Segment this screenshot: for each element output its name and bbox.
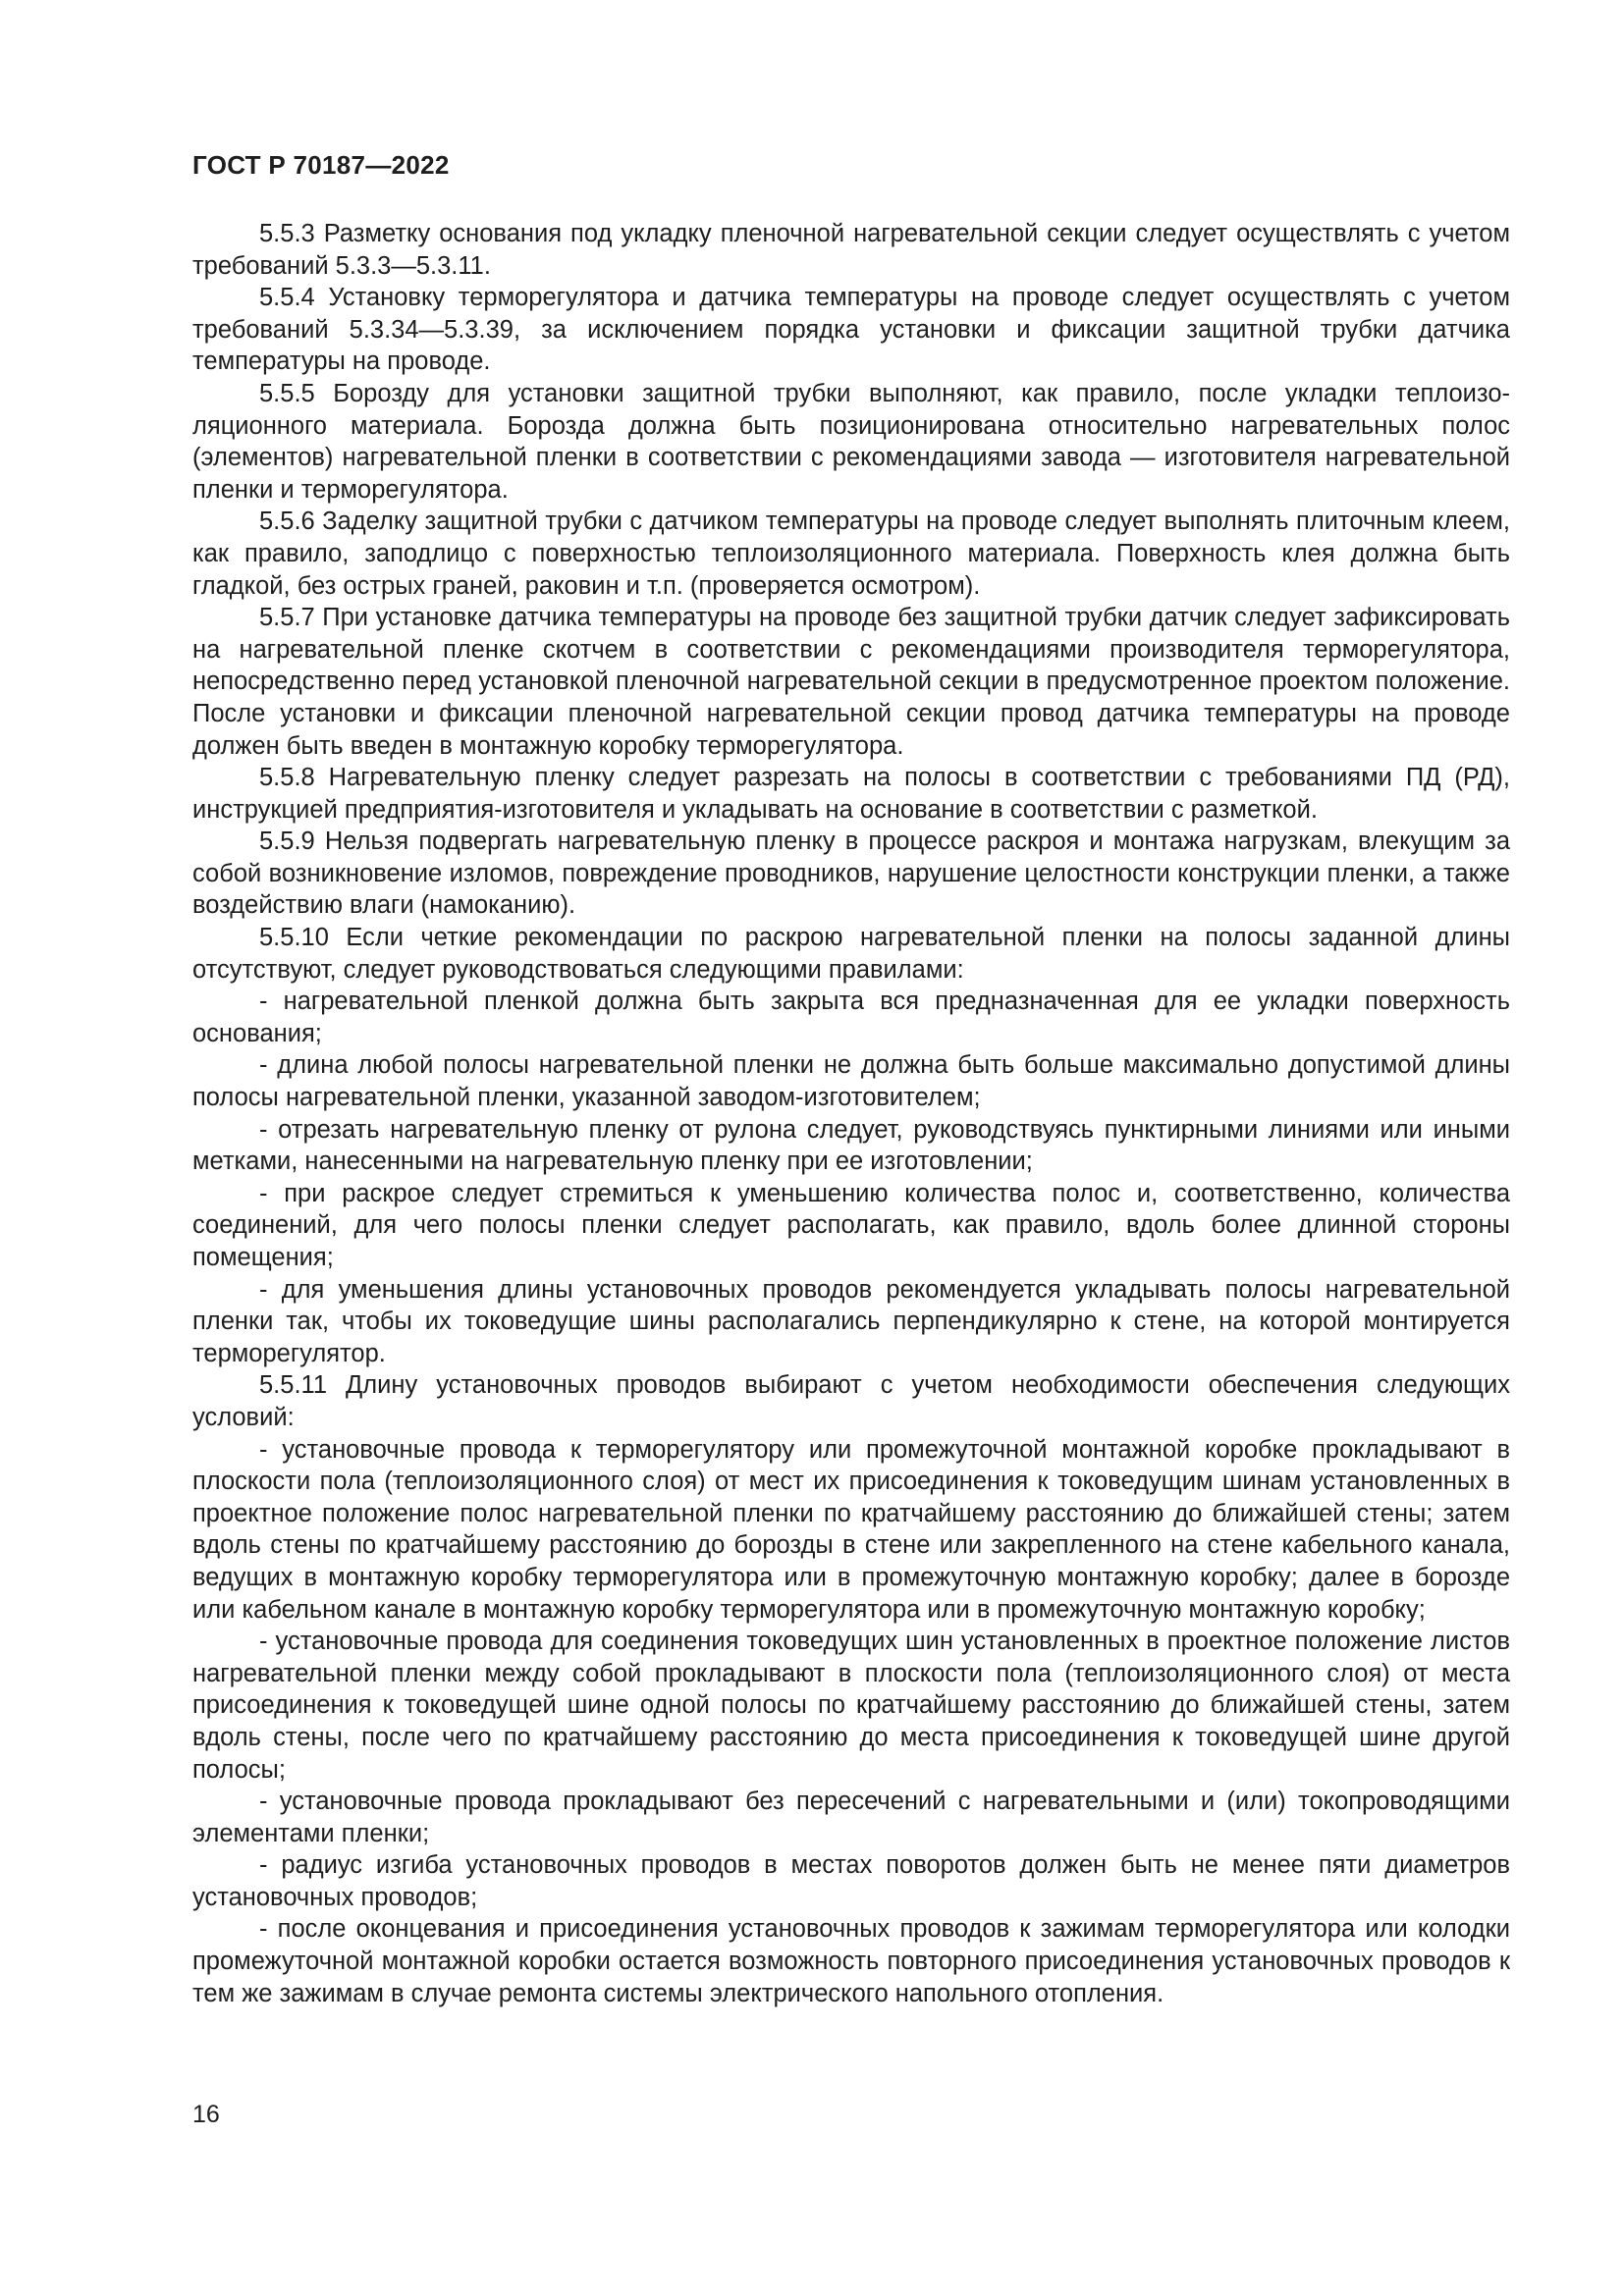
list-item: - нагревательной пленкой должна быть закрыта вся предназначенная для ее укладки поверхность основания; [192, 988, 1510, 1047]
document-header [192, 147, 450, 183]
paragraph-5-5-5: 5.5.5 Борозду для установки защитной трубки выполняют, как правило, после укладки теплоизоляционного материала. Борозда должна быть позиционирована относительно нагревательных полос (элементов) нагревательной пленки в соответствии с рекомендациями завода — изготовителя нагревательной пленки и терморегулятора. [192, 379, 1510, 504]
paragraph-5-5-9: 5.5.9 Нельзя подвергать нагревательную пленку в процессе раскроя и монтажа нагрузкам, влекущим за собой возникновение изломов, повреждение проводников, нарушение целостности конструкции пленки, а также воздействию влаги (намоканию). [192, 828, 1510, 920]
list-item: - установочные провода к терморегулятору или промежуточной монтажной коробке прокладывают в плоскости пола (теплоизоляционного слоя) от мест их присоединения к токоведущим шинам установленных в проектное положение полос нагревательной пленки по кратчайшему расстоянию до ближайшей стены; затем вдоль стены по кратчайшему расстоянию до борозды в стене или закрепленного на стене кабельного канала, ведущих в монтажную коробку терморегулятора или в промежуточную монтажную коробку; далее в борозде или кабельном канале в монтажную коробку терморегулятора или в промежуточную монтажную коробку; [192, 1435, 1510, 1624]
list-item: - после оконцевания и присоединения установочных проводов к зажимам терморегулятора или колодки промежуточной монтажной коробки остается возможность повторного присоединения установочных проводов к тем же зажимам в случае ремонта системы электрического напольного отопления. [192, 1915, 1510, 2007]
paragraph-5-5-11: 5.5.11 Длину установочных проводов выбирают с учетом необходимости обеспечения следующих условий: [192, 1371, 1510, 1431]
paragraph-5-5-4: 5.5.4 Установку терморегулятора и датчика температуры на проводе следует осуществлять с учетом требований 5.3.34—5.3.39, за исключением порядка установки и фиксации защитной трубки датчика температуры на проводе. [192, 284, 1510, 376]
paragraph-5-5-3: 5.5.3 Разметку основания под укладку пленочной нагревательной секции следует осуществлять с учетом требований 5.3.3—5.3.11. [192, 220, 1510, 280]
list-item: - радиус изгиба установочных проводов в местах поворотов должен быть не менее пяти диаметров установочных проводов; [192, 1851, 1510, 1911]
page-number: 16 [192, 2101, 220, 2128]
list-item: - длина любой полосы нагревательной пленки не должна быть больше максимально допустимой длины полосы нагревательной пленки, указанной заводом-изготовителем; [192, 1051, 1510, 1112]
list-item: - установочные провода прокладывают без пересечений с нагревательными и (или) токопроводящими элементами пленки; [192, 1788, 1510, 1847]
list-item: - при раскрое следует стремиться к уменьшению количества полос и, соответственно, количества соединений, для чего полосы пленки следует располагать, как правило, вдоль более длинной стороны помещения; [192, 1179, 1510, 1271]
list-item: - отрезать нагревательную пленку от рулона следует, руководствуясь пунктирными линиями или иными метками, нанесенными на нагревательную пленку при ее изготовлении; [192, 1115, 1510, 1176]
paragraph-5-5-7: 5.5.7 При установке датчика температуры на проводе без защитной трубки датчик следует зафиксировать на нагревательной пленке скотчем в соответствии с рекомендациями производителя терморегулятора, непосредственно перед установкой пленочной нагревательной секции в предусмотренное проектом положение. После установки и фиксации пленочной нагревательной секции провод датчика температуры на проводе должен быть введен в монтажную коробку терморегулятора. [192, 604, 1510, 760]
paragraph-5-5-10: 5.5.10 Если четкие рекомендации по раскрою нагревательной пленки на полосы заданной длины отсутствуют, следует руководствоваться следующими правилами: [192, 924, 1510, 984]
list-item: - установочные провода для соединения токоведущих шин установленных в проектное положение листов нагревательной пленки между собой прокладывают в плоскости пола (теплоизоляционного слоя) от места присоединения к токоведущей шине одной полосы по кратчайшему расстоянию до ближайшей стены, затем вдоль стены, после чего по кратчайшему расстоянию до места присоединения к токоведущей шине другой полосы; [192, 1628, 1510, 1784]
standard-code: ГОСТ Р 70187—2022 [192, 150, 450, 180]
list-item: - для уменьшения длины установочных проводов рекомендуется укладывать полосы нагревательной пленки так, чтобы их токоведущие шины располагались перпендикулярно к стене, на которой монтируется терморегулятор. [192, 1275, 1510, 1367]
paragraph-5-5-8: 5.5.8 Нагревательную пленку следует разрезать на полосы в соответствии с требованиями ПД (РД), инструкцией предприятия-изготовителя и укладывать на основание в соответствии с разметкой. [192, 764, 1510, 824]
paragraph-5-5-6: 5.5.6 Заделку защитной трубки с датчиком температуры на проводе следует выполнять плиточным клеем, как правило, заподлицо с поверхностью теплоизоляционного материала. Поверхность клея должна быть гладкой, без острых граней, раковин и т.п. (проверяется осмотром). [192, 507, 1510, 600]
document-body [192, 218, 1510, 2009]
